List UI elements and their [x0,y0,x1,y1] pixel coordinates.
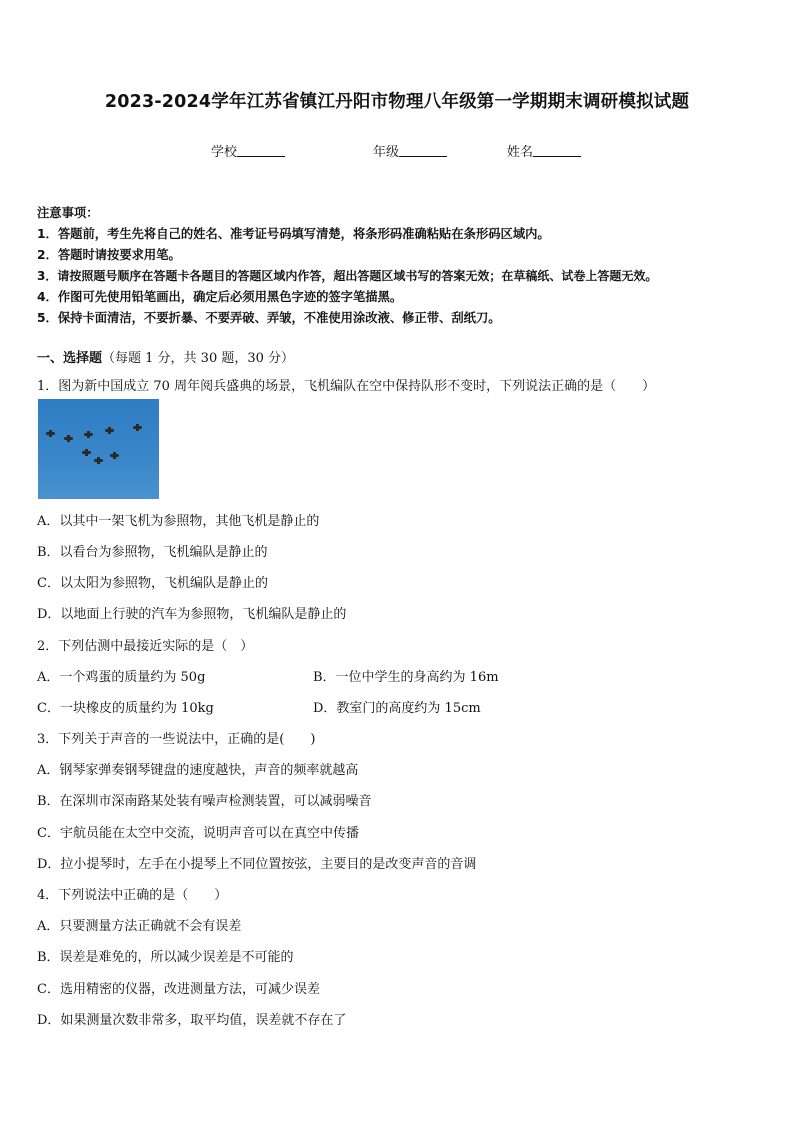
notice-heading: 注意事项： [37,206,99,220]
q2-option-b[interactable]: B．一位中学生的身高约为 16m [313,670,499,685]
plane-icon [64,437,73,440]
notice-item: 3．请按照题号顺序在答题卡各题目的答题区域内作答，超出答题区域书写的答案无效；在草稿纸、试卷上答题无效。 [37,269,658,283]
aircraft-formation-photo [38,399,159,499]
section-detail: （每题 1 分，共 30 题，30 分） [102,351,295,366]
q3-option-d[interactable]: D．拉小提琴时，左手在小提琴上不同位置按弦，主要目的是改变声音的音调 [37,857,477,872]
plane-icon [82,451,91,454]
school-blank[interactable] [237,144,285,157]
q1-option-d[interactable]: D．以地面上行驶的汽车为参照物，飞机编队是静止的 [37,607,347,622]
notice-item: 2．答题时请按要求用笔。 [37,248,181,262]
q3-option-b[interactable]: B．在深圳市深南路某处装有噪声检测装置，可以减弱噪音 [37,794,372,809]
q2-option-a[interactable]: A．一个鸡蛋的质量约为 50g [37,670,206,685]
school-label: 学校 [211,145,238,160]
notice-item: 4．作图可先使用铅笔画出，确定后必须用黑色字迹的签字笔描黑。 [37,290,403,304]
q4-option-b[interactable]: B．误差是难免的，所以减少误差是不可能的 [37,950,294,965]
plane-icon [94,459,103,462]
plane-icon [84,433,93,436]
q1-option-a[interactable]: A．以其中一架飞机为参照物，其他飞机是静止的 [37,514,320,529]
question-4-stem: 4．下列说法中正确的是（ ） [37,888,228,903]
q2-option-d[interactable]: D．教室门的高度约为 15cm [313,701,481,716]
grade-label: 年级 [373,145,400,160]
question-2-stem: 2．下列估测中最接近实际的是（ ） [37,639,254,654]
question-3-stem: 3．下列关于声音的一些说法中，正确的是( ) [37,732,316,747]
plane-icon [46,432,55,435]
section-label: 一、选择题 [37,351,103,366]
q4-option-d[interactable]: D．如果测量次数非常多，取平均值，误差就不存在了 [37,1013,347,1028]
q1-option-c[interactable]: C．以太阳为参照物，飞机编队是静止的 [37,576,268,591]
school-field[interactable] [211,141,285,160]
q4-option-a[interactable]: A．只要测量方法正确就不会有误差 [37,919,242,934]
name-blank[interactable] [533,144,581,157]
plane-icon [105,429,114,432]
q2-option-c[interactable]: C．一块橡皮的质量约为 10kg [37,701,214,716]
notice-block [37,203,657,329]
name-field[interactable] [507,141,581,160]
plane-icon [133,426,142,429]
question-1-stem: 1．图为新中国成立 70 周年阅兵盛典的场景，飞机编队在空中保持队形不变时，下列说法正确的是（ ） [37,379,656,394]
notice-item: 1．答题前，考生先将自己的姓名、准考证号码填写清楚，将条形码准确粘贴在条形码区域内。 [37,227,550,241]
plane-icon [110,454,119,457]
name-label: 姓名 [507,145,534,160]
q4-option-c[interactable]: C．选用精密的仪器，改进测量方法，可减少误差 [37,982,320,997]
notice-item: 5．保持卡面清洁，不要折暴、不要弄破、弄皱，不准使用涂改液、修正带、刮纸刀。 [37,311,501,325]
exam-title: 2023-2024学年江苏省镇江丹阳市物理八年级第一学期期末调研模拟试题 [104,92,690,112]
q1-option-b[interactable]: B．以看台为参照物，飞机编队是静止的 [37,545,268,560]
grade-field[interactable] [373,141,447,160]
q3-option-c[interactable]: C．宇航员能在太空中交流，说明声音可以在真空中传播 [37,826,359,841]
grade-blank[interactable] [399,144,447,157]
q3-option-a[interactable]: A．钢琴家弹奏钢琴键盘的速度越快，声音的频率就越高 [37,763,359,778]
section-heading [37,347,294,366]
